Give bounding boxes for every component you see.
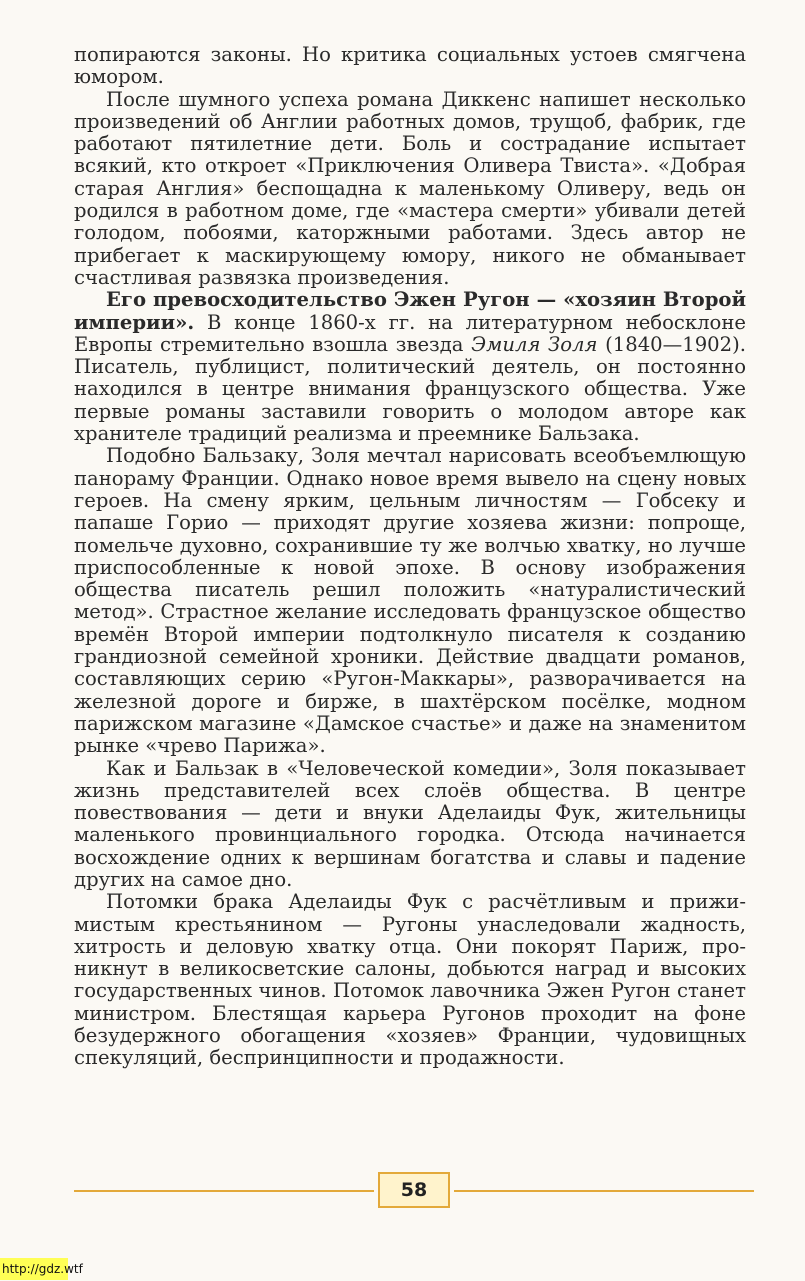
page-number: 58: [378, 1172, 450, 1208]
paragraph: [74, 44, 746, 89]
footer-rule-right: [454, 1190, 754, 1192]
text-run: В конце 1860-х гг. на литературном небосклоне Европы стремительно взошла звезда: [74, 310, 746, 356]
paragraph: [74, 445, 746, 757]
text-run: После шумного успеха романа Диккенс напишет несколько произведений об Англии работных домов, трущоб, фабрик, где работают пятилетние дети. Боль и сострадание испытает всякий, кто откроет «Приключения Оливера Твиста». «Добрая старая Англия» беспощадна к маленькому Оливеру, ведь он родился в работном доме, где «мастера смерти» убивали детей голодом, побоями, каторжными работами. Здесь автор не прибегает к маскирующему юмору, никого не обманывает счастливая развязка произведения.: [74, 87, 746, 289]
text-run: Потомки брака Аделаиды Фук с расчётливым и прижимистым крестьянином — Ругоны унаследовали жадность, хитрость и деловую хватку отца. Они покорят Париж, проникнут в великосветские салоны, добьются наград и высоких государственных чинов. Потомок лавочника Эжен Ругон станет министром. Блестящая карьера Ругонов проходит на фоне безудержного обогащения «хозяев» Франции, чудовищных спекуляций, беспринципности и продажности.: [74, 890, 746, 1070]
text-run: Подобно Бальзаку, Золя мечтал нарисовать всеобъемлющую панораму Франции. Однако новое время вывело на сцену новых героев. На смену ярким, цельным личностям — Гобсеку и папаше Горио — приходят другие хозяева жизни: попроще, помельче духовно, сохранившие ту же волчью хватку, но лучше приспособленные к новой эпохе. В основу изображения общества писатель решил положить «натуралистический метод». Страстное желание исследовать французское общество времён Второй империи подтолкнуло писателя к созданию грандиозной семейной хроники. Действие двадцати романов, составляющих серию «Ругон-Маккары», разворачивается на железной дороге и бирже, в шахтёрском посёлке, модном парижском магазине «Дамское счастье» и даже на знаменитом рынке «чрево Парижа».: [74, 444, 746, 758]
paragraph: [74, 891, 746, 1069]
paragraph: [74, 758, 746, 892]
watermark-link[interactable]: http://gdz.wtf: [0, 1258, 68, 1280]
text-run: попираются законы. Но критика социальных устоев смягчена юмором.: [74, 43, 746, 89]
body-text: [74, 44, 746, 1070]
text-run: Как и Бальзак в «Человеческой комедии», Золя показывает жизнь представителей всех слоёв общества. В центре повествования — дети и внуки Аделаиды Фук, жительницы маленького провинциального городка. Отсюда начинается восхождение одних к вершинам богатства и славы и падение других на самое дно.: [74, 756, 746, 891]
footer-rule-left: [74, 1190, 374, 1192]
text-run: (1840—1902). Писатель, публицист, политический деятель, он постоянно находился в центре внимания французского общества. Уже первые романы заставили говорить о молодом авторе как хранителе традиций реализма и преемнике Бальзака.: [74, 332, 746, 446]
page-footer: [74, 1172, 754, 1210]
section-heading: Его превосходительство Эжен Ругон — «хозяин Второй империи».: [74, 288, 746, 334]
paragraph: [74, 289, 746, 445]
author-name: Эмиля Золя: [471, 332, 598, 356]
paragraph: [74, 89, 746, 290]
